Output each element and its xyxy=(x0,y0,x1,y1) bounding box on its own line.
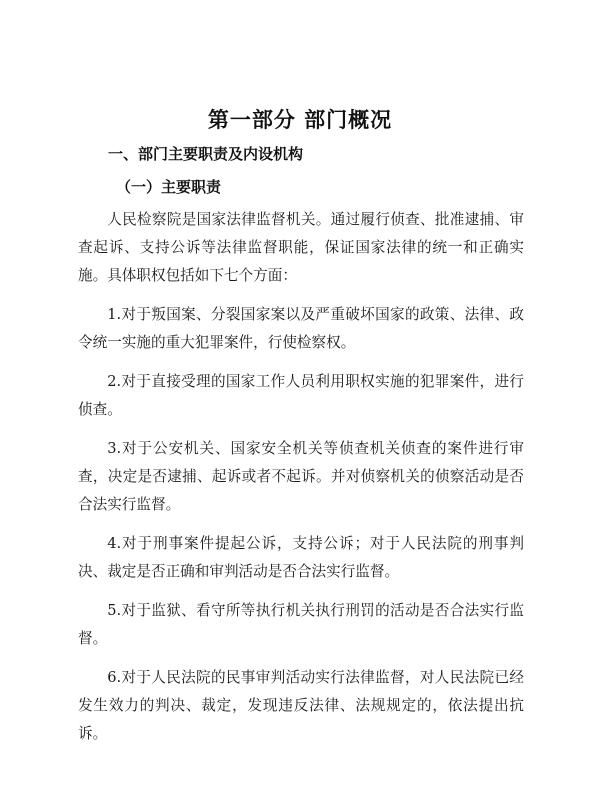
document-body xyxy=(78,206,524,759)
subsection-heading: （一）主要职责 xyxy=(116,178,222,196)
intro-paragraph: 人民检察院是国家法律监督机关。通过履行侦查、批准逮捕、审查起诉、支持公诉等法律监督职能，保证国家法律的统一和正确实施。具体职权包括如下七个方面： xyxy=(78,211,524,284)
list-item-2: 2.对于直接受理的国家工作人员利用职权实施的犯罪案件，进行侦查。 xyxy=(78,373,524,418)
section-heading: 一、部门主要职责及内设机构 xyxy=(108,145,304,163)
list-item-3: 3.对于公安机关、国家安全机关等侦查机关侦查的案件进行审查，决定是否逮捕、起诉或者不起诉。并对侦察机关的侦察活动是否合法实行监督。 xyxy=(78,440,524,513)
list-item-5: 5.对于监狱、看守所等执行机关执行刑罚的活动是否合法实行监督。 xyxy=(78,602,524,647)
list-item-4: 4.对于刑事案件提起公诉，支持公诉；对于人民法院的刑事判决、裁定是否正确和审判活动是否合法实行监督。 xyxy=(78,535,524,580)
page-title: 第一部分 部门概况 xyxy=(207,108,393,132)
list-item-6: 6.对于人民法院的民事审判活动实行法律监督，对人民法院已经发生效力的判决、裁定，发现违反法律、法规规定的，依法提出抗诉。 xyxy=(78,669,524,742)
list-item-1: 1.对于叛国案、分裂国家案以及严重破坏国家的政策、法律、政令统一实施的重大犯罪案件，行使检察权。 xyxy=(78,306,524,351)
